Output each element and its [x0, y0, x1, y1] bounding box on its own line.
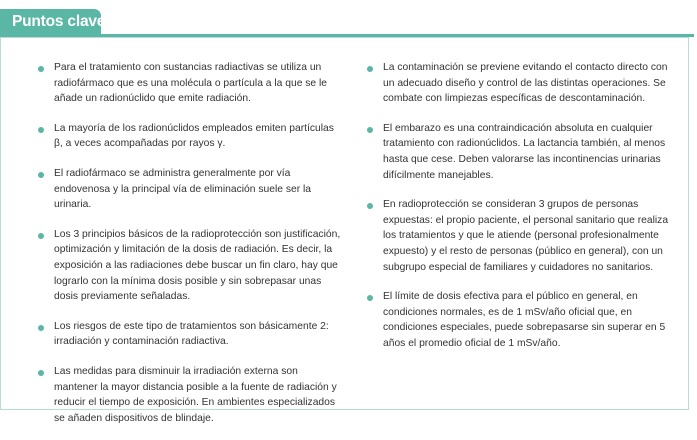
right-column: [366, 60, 671, 366]
key-point-item: [37, 364, 342, 426]
header-tab: [0, 9, 106, 36]
section-title: Puntos clave: [12, 13, 106, 30]
key-point-text: Los riesgos de este tipo de tratamientos son básicamente 2: irradiación y contaminación radiactiva.: [54, 320, 329, 348]
bullet-icon: [38, 66, 44, 72]
key-points-panel: [0, 37, 689, 424]
key-point-text: El embarazo es una contraindicación absoluta en cualquier tratamiento con radionúclidos. La lactancia también, al menos hasta que cese. Deben valorarse las incontinencias urinarias difícilmente manejables.: [383, 122, 666, 181]
key-point-item: [37, 121, 342, 152]
bullet-icon: [38, 127, 44, 133]
key-point-item: [366, 197, 671, 275]
key-point-item: [37, 319, 342, 350]
bullet-icon: [38, 233, 44, 239]
key-point-text: Para el tratamiento con sustancias radiactivas se utiliza un radiofármaco que es una molécula o partícula a la que se le añade un radionúclido que emite radiación.: [54, 62, 328, 105]
left-column: [37, 60, 342, 440]
bullet-icon: [367, 66, 373, 72]
key-point-text: En radioprotección se consideran 3 grupos de personas expuestas: el propio paciente, el personal sanitario que realiza los tratamientos y que le atiende (personal profesionalmente expuesto) y el resto de personas (público en general), con un subgrupo especial de familiares y cuidadores no sanitarios.: [383, 199, 669, 273]
key-point-text: Los 3 principios básicos de la radioprotección son justificación, optimización y limitación de la dosis de radiación. Es decir, la exposición a las radiaciones debe buscar un fin claro, hay que lograrlo con la mínima dosis posible y sin sobrepasar unas dosis previamente señaladas.: [54, 228, 341, 303]
bullet-icon: [367, 203, 373, 209]
key-point-item: [366, 60, 671, 107]
bullet-icon: [367, 127, 373, 133]
key-point-text: Las medidas para disminuir la irradiación externa son mantener la mayor distancia posible a la fuente de radiación y reducir el tiempo de exposición. En ambientes especializados se añaden dispositivos de blindaje.: [54, 365, 337, 424]
key-point-item: [37, 60, 342, 107]
bullet-icon: [38, 172, 44, 178]
key-point-text: La contaminación se previene evitando el contacto directo con un adecuado diseño y control de las distintas operaciones. Se combate con limpiezas específicas de descontaminación.: [383, 62, 668, 105]
bullet-icon: [367, 295, 373, 301]
key-point-text: El radiofármaco se administra generalmente por vía endovenosa y la principal vía de eliminación suele ser la urinaria.: [54, 167, 311, 211]
key-point-text: La mayoría de los radionúclidos empleados emiten partículas β, a veces acompañadas por rayos γ.: [54, 122, 334, 150]
key-point-item: [37, 166, 342, 213]
key-point-text: El límite de dosis efectiva para el público en general, en condiciones normales, es de 1 mSv/año oficial que, en condiciones especiales, puede sobrepasarse sin superar en 5 años el promedio oficial de 1 mSv/año.: [383, 291, 666, 349]
key-point-item: [366, 121, 671, 183]
key-point-item: [366, 289, 671, 351]
key-point-item: [37, 227, 342, 305]
bullet-icon: [38, 325, 44, 331]
bullet-icon: [38, 370, 44, 376]
